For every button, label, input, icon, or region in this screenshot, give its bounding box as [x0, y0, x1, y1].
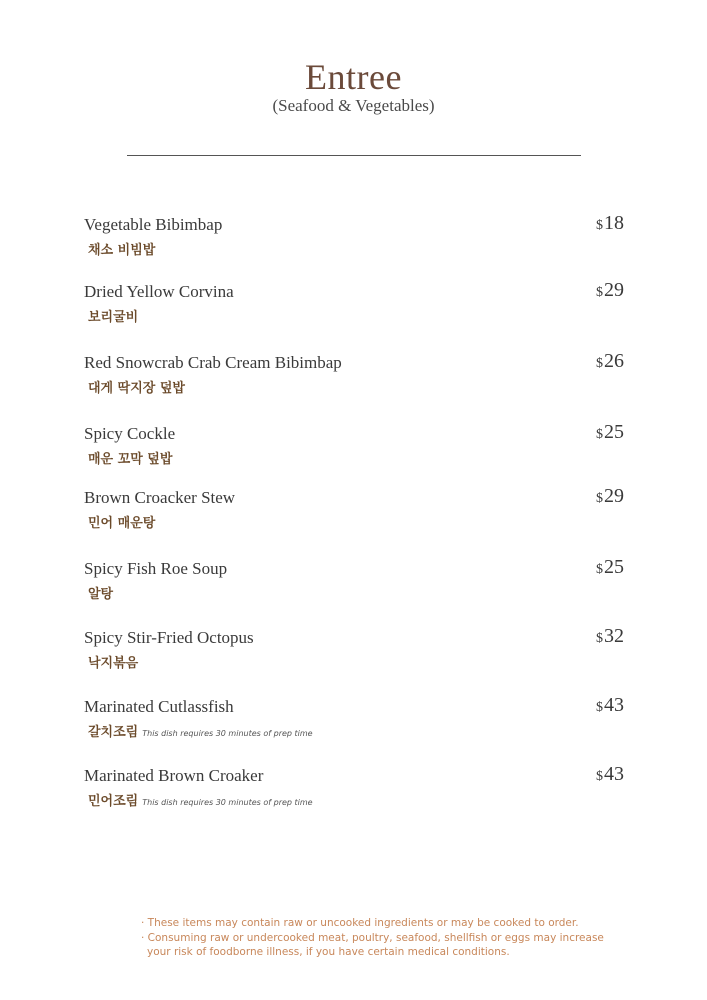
- price-value: 29: [604, 485, 624, 507]
- menu-item-korean: [88, 721, 313, 740]
- menu-item-korean: 대게 딱지장 덮밥: [88, 381, 185, 396]
- prep-time-note: This dish requires 30 minutes of prep time: [142, 798, 313, 807]
- price-value: 29: [604, 279, 624, 301]
- menu-item-name: Dried Yellow Corvina: [84, 282, 234, 301]
- prep-time-note: This dish requires 30 minutes of prep time: [142, 729, 313, 738]
- menu-item-price: [596, 212, 624, 235]
- menu-item-name: Red Snowcrab Crab Cream Bibimbap: [84, 353, 342, 372]
- currency-symbol: $: [596, 700, 603, 715]
- disclaimer-line: · These items may contain raw or uncooked ingredients or may be cooked to order.: [141, 917, 579, 929]
- currency-symbol: $: [596, 769, 603, 784]
- menu-item-name: Brown Croacker Stew: [84, 488, 236, 507]
- menu-item-name: Marinated Cutlassfish: [84, 697, 234, 716]
- price-value: 43: [604, 694, 624, 716]
- disclaimer-line: · Consuming raw or undercooked meat, poultry, seafood, shellfish or eggs may increase: [141, 931, 604, 944]
- currency-symbol: $: [596, 631, 603, 646]
- page-subtitle: (Seafood & Vegetables): [272, 96, 435, 115]
- menu-item-name: Marinated Brown Croaker: [84, 766, 264, 785]
- menu-item-price: [596, 625, 624, 648]
- menu-item-price: [596, 763, 624, 786]
- price-value: 25: [604, 421, 624, 443]
- price-value: 25: [604, 556, 624, 578]
- currency-symbol: $: [596, 562, 603, 577]
- currency-symbol: $: [596, 356, 603, 371]
- menu-item-price: [596, 556, 624, 579]
- menu-item-price: [596, 485, 624, 508]
- currency-symbol: $: [596, 285, 603, 300]
- menu-item-korean-text: 갈치조림: [88, 725, 139, 740]
- currency-symbol: $: [596, 491, 603, 506]
- price-value: 32: [604, 625, 624, 647]
- page-title: Entree: [305, 57, 402, 97]
- currency-symbol: $: [596, 218, 603, 233]
- menu-item-name: Spicy Cockle: [84, 424, 176, 443]
- menu-item-korean-text: 민어조림: [88, 794, 139, 809]
- currency-symbol: $: [596, 427, 603, 442]
- menu-item-korean: 알탕: [88, 587, 114, 602]
- price-value: 18: [604, 212, 624, 234]
- price-value: 26: [604, 350, 624, 372]
- menu-item-name: Spicy Fish Roe Soup: [84, 559, 228, 578]
- menu-item-name: Vegetable Bibimbap: [84, 215, 223, 234]
- menu-item-korean: [88, 790, 313, 809]
- price-value: 43: [604, 763, 624, 785]
- title-divider: [127, 155, 581, 156]
- menu-item-korean: 매운 꼬막 덮밥: [88, 452, 173, 467]
- menu-item-price: [596, 350, 624, 373]
- menu-item-korean: 낙지볶음: [88, 656, 139, 671]
- disclaimer-line: your risk of foodborne illness, if you have certain medical conditions.: [147, 946, 510, 958]
- menu-item-korean: 보리굴비: [88, 310, 139, 325]
- menu-item-price: [596, 279, 624, 302]
- disclaimer: [141, 916, 604, 960]
- menu-item-korean: 민어 매운탕: [88, 516, 156, 531]
- menu-item-price: [596, 421, 624, 444]
- menu-item-price: [596, 694, 624, 717]
- menu-item-korean: 채소 비빔밥: [88, 243, 156, 258]
- menu-item-name: Spicy Stir-Fried Octopus: [84, 628, 254, 647]
